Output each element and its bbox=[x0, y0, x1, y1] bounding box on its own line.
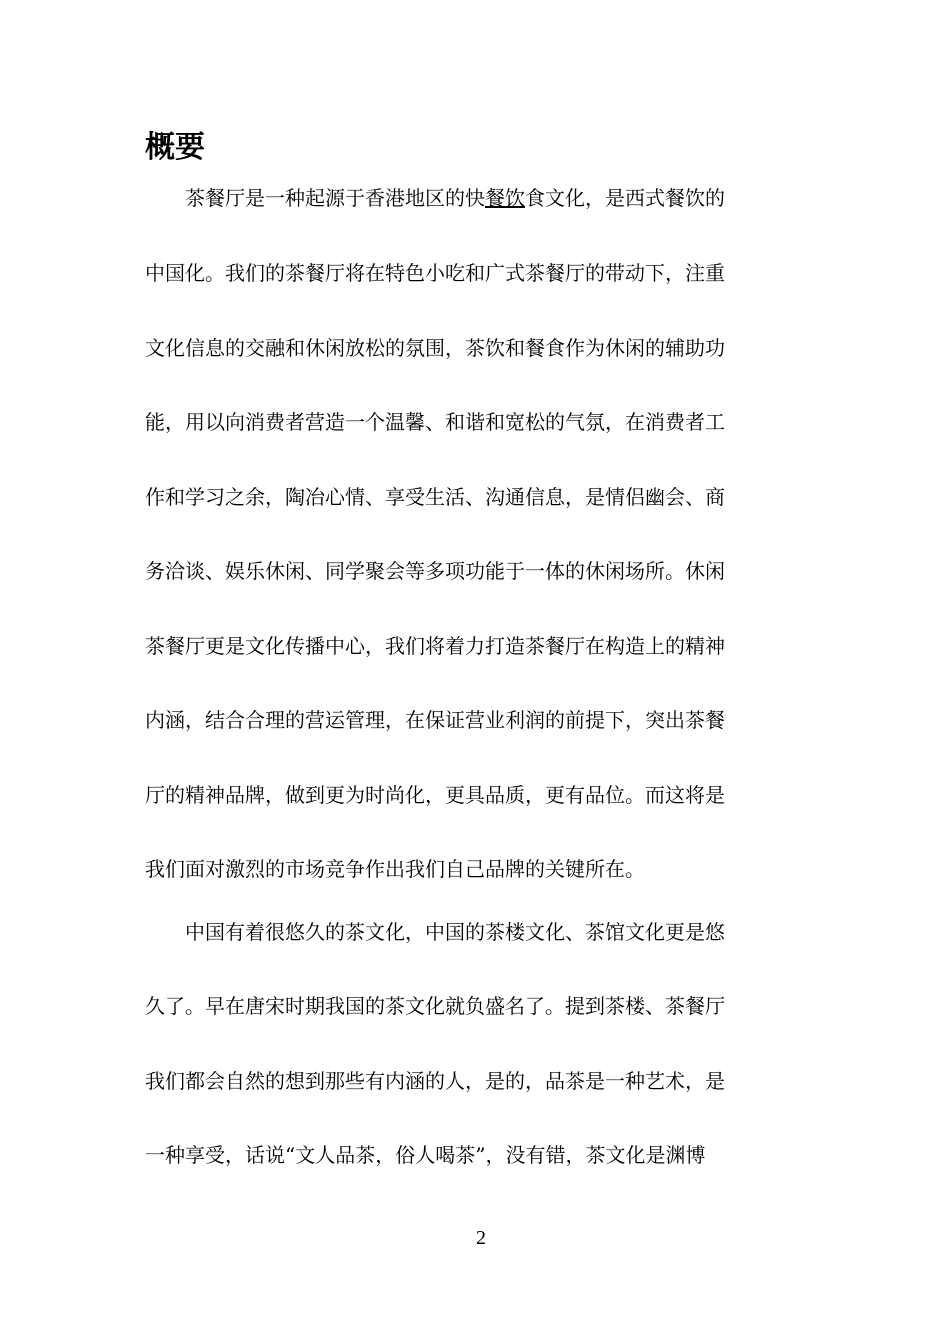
paragraph-line: 内涵，结合合理的营运管理，在保证营业利润的前提下，突出茶餐 bbox=[145, 708, 725, 732]
paragraph-line: 中国化。我们的茶餐厅将在特色小吃和广式茶餐厅的带动下，注重 bbox=[145, 261, 725, 285]
paragraph-line: 我们面对激烈的市场竞争作出我们自己品牌的关键所在。 bbox=[145, 857, 645, 881]
section-heading: 概要 bbox=[145, 130, 205, 165]
paragraph-line: 厅的精神品牌，做到更为时尚化，更具品质，更有品位。而这将是 bbox=[145, 783, 725, 807]
paragraph-line: 茶餐厅更是文化传播中心，我们将着力打造茶餐厅在构造上的精神 bbox=[145, 634, 725, 658]
paragraph-line: 中国有着很悠久的茶文化，中国的茶楼文化、茶馆文化更是悠 bbox=[185, 920, 725, 944]
paragraph-line: 能，用以向消费者营造一个温馨、和谐和宽松的气氛，在消费者工 bbox=[145, 410, 725, 434]
paragraph-line: 务洽谈、娱乐休闲、同学聚会等多项功能于一体的休闲场所。休闲 bbox=[145, 559, 725, 583]
paragraph-line: 作和学习之余，陶冶心情、享受生活、沟通信息，是情侣幽会、商 bbox=[145, 485, 725, 509]
text-span: 茶餐厅是一种起源于香港地区的快 bbox=[185, 186, 485, 210]
paragraph-line: 一种享受，话说“文人品茶，俗人喝茶”，没有错，茶文化是渊博 bbox=[145, 1143, 706, 1167]
paragraph-line: 久了。早在唐宋时期我国的茶文化就负盛名了。提到茶楼、茶餐厅 bbox=[145, 994, 725, 1018]
text-span: 食文化，是西式餐饮的 bbox=[525, 186, 725, 210]
paragraph-line: 我们都会自然的想到那些有内涵的人，是的，品茶是一种艺术，是 bbox=[145, 1069, 725, 1093]
page-number: 2 bbox=[476, 1227, 486, 1249]
hyperlink-canyin[interactable]: 餐饮 bbox=[485, 186, 525, 210]
paragraph-line: 文化信息的交融和休闲放松的氛围，茶饮和餐食作为休闲的辅助功 bbox=[145, 336, 725, 360]
paragraph-line bbox=[185, 184, 725, 212]
